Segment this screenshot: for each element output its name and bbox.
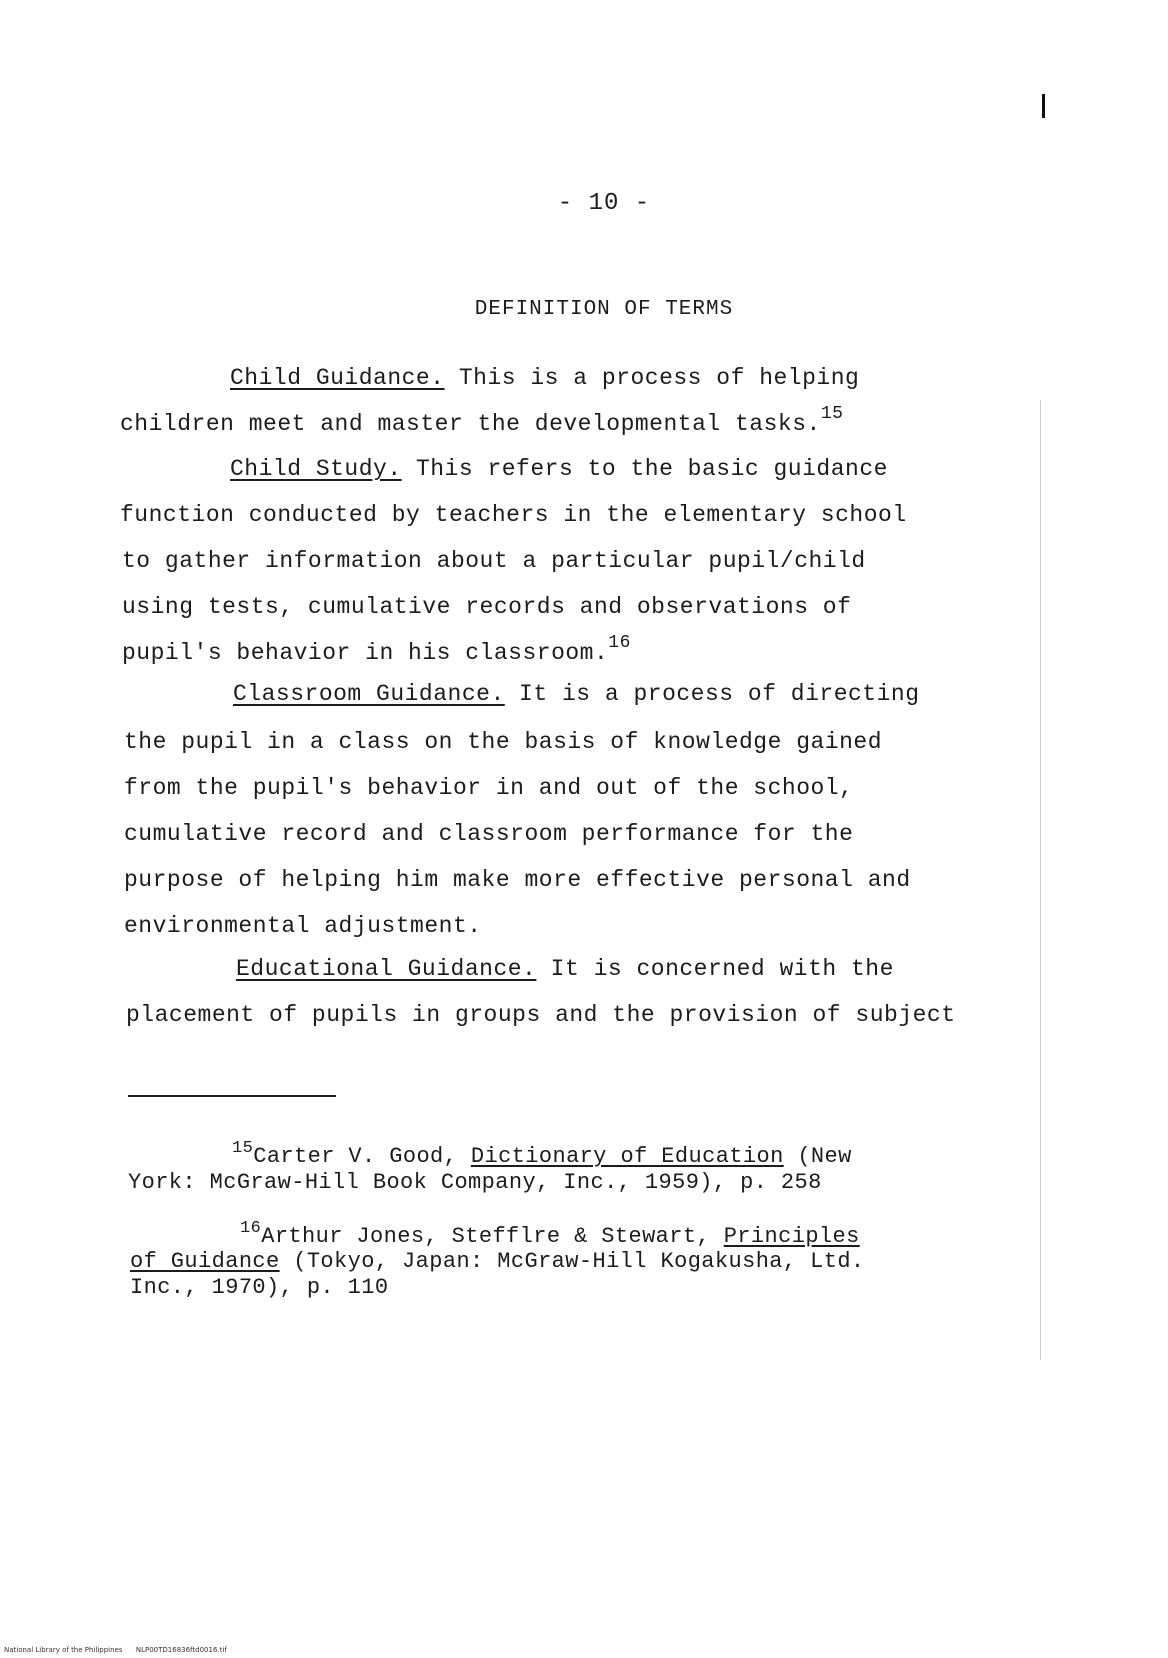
body-line-2 (120, 404, 844, 437)
body-line-13: environmental adjustment. (124, 913, 482, 939)
body-line-6: using tests, cumulative records and observations of (122, 594, 852, 620)
footnote-ref-16: 16 (608, 633, 631, 653)
term-child-study: Child Study. (230, 456, 402, 482)
body-line-15: placement of pupils in groups and the provision of subject (126, 1002, 956, 1028)
footnote-16-line-1 (240, 1219, 860, 1249)
section-heading: DEFINITION OF TERMS (474, 298, 734, 321)
body-text: It is concerned with the (536, 956, 894, 982)
scan-edge-mark (1042, 94, 1045, 118)
footnote-text: Carter V. Good, (253, 1144, 471, 1169)
footnote-ref-15: 15 (820, 404, 844, 424)
body-line-1 (230, 367, 859, 390)
footnote-text: (Tokyo, Japan: McGraw-Hill Kogakusha, Ltd. (279, 1249, 865, 1274)
body-line-5: to gather information about a particular pupil/child (122, 548, 866, 574)
body-line-11: cumulative record and classroom performance for the (124, 821, 854, 847)
body-line-12: purpose of helping him make more effective personal and (124, 867, 911, 893)
footnote-text: (New (783, 1144, 852, 1169)
term-classroom-guidance: Classroom Guidance. (233, 681, 505, 707)
footnote-15-number: 15 (232, 1139, 254, 1158)
body-line-4: function conducted by teachers in the elementary school (120, 502, 907, 528)
body-line-8 (233, 683, 920, 706)
page-number: - 10 - (557, 190, 651, 217)
body-line-9: the pupil in a class on the basis of knowledge gained (124, 729, 883, 755)
footnote-15-line-1 (232, 1139, 852, 1169)
footnote-book-title: of Guidance (130, 1249, 280, 1274)
footnote-16-line-2 (130, 1251, 865, 1273)
footnote-16-line-3: Inc., 1970), p. 110 (130, 1275, 389, 1300)
footnote-text: Arthur Jones, Stefflre & Stewart, (261, 1224, 724, 1249)
body-line-3 (230, 458, 888, 481)
body-text: children meet and master the developmental tasks. (120, 411, 821, 437)
footnote-16-number: 16 (240, 1219, 262, 1238)
footer-file: NLP00TD16836ftd0016.tif (135, 1646, 227, 1654)
scan-edge-line (1040, 400, 1041, 1360)
footnote-rule (128, 1095, 336, 1097)
footnote-book-title: Dictionary of Education (470, 1144, 784, 1169)
term-educational-guidance: Educational Guidance. (236, 956, 537, 982)
footnote-15-line-2: York: McGraw-Hill Book Company, Inc., 1959), p. 258 (128, 1170, 822, 1195)
body-text: This refers to the basic guidance (401, 456, 888, 482)
body-text: This is a process of helping (444, 365, 860, 391)
body-text: It is a process of directing (504, 681, 920, 707)
body-text: pupil's behavior in his classroom. (122, 640, 609, 666)
footnote-book-title: Principles (723, 1224, 860, 1249)
body-line-7 (122, 633, 631, 666)
body-line-10: from the pupil's behavior in and out of the school, (124, 775, 854, 801)
scan-footer (4, 1646, 227, 1654)
footer-library: National Library of the Philippines (4, 1646, 123, 1654)
body-line-14 (236, 958, 894, 981)
term-child-guidance: Child Guidance. (230, 365, 445, 391)
